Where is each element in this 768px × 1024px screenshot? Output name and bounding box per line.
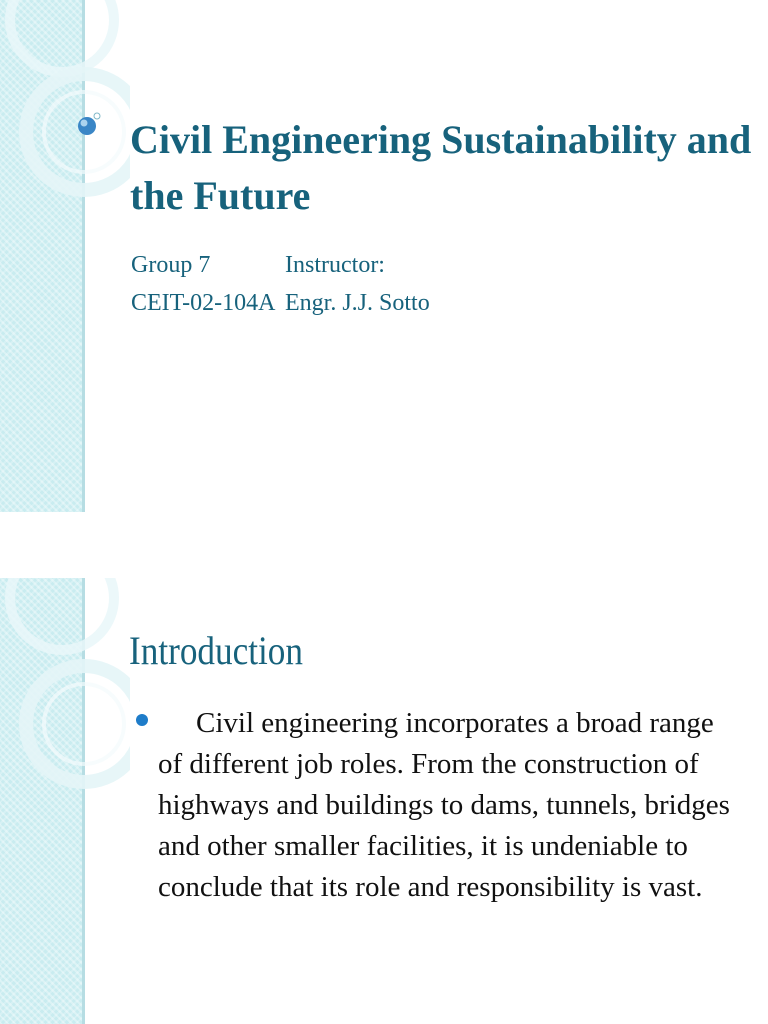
slide-heading: Introduction bbox=[129, 628, 304, 673]
slide-subtitle bbox=[131, 246, 430, 322]
slide-gap bbox=[0, 512, 768, 578]
decorative-circles bbox=[0, 578, 130, 1024]
instructor-label: Instructor: bbox=[285, 252, 385, 278]
slide-title: Civil Engineering Sustainability and the Future bbox=[130, 117, 752, 218]
group-label: Group 7 bbox=[131, 252, 211, 278]
bullet-icon bbox=[136, 714, 148, 726]
instructor-name: Engr. J.J. Sotto bbox=[285, 290, 430, 316]
bullet-item: Civil engineering incorporates a broad range of different job roles. From the construction of highways and buildings to dams, tunnels, bridges and other smaller facilities, it is undeniable to conclude that its role and responsibility is vast. bbox=[158, 707, 730, 903]
content-slide bbox=[0, 578, 768, 1024]
subtitle-row-2 bbox=[131, 284, 430, 322]
decorative-circles bbox=[0, 0, 130, 512]
section-code: CEIT-02-104A bbox=[131, 290, 276, 316]
subtitle-row-1 bbox=[131, 246, 430, 284]
